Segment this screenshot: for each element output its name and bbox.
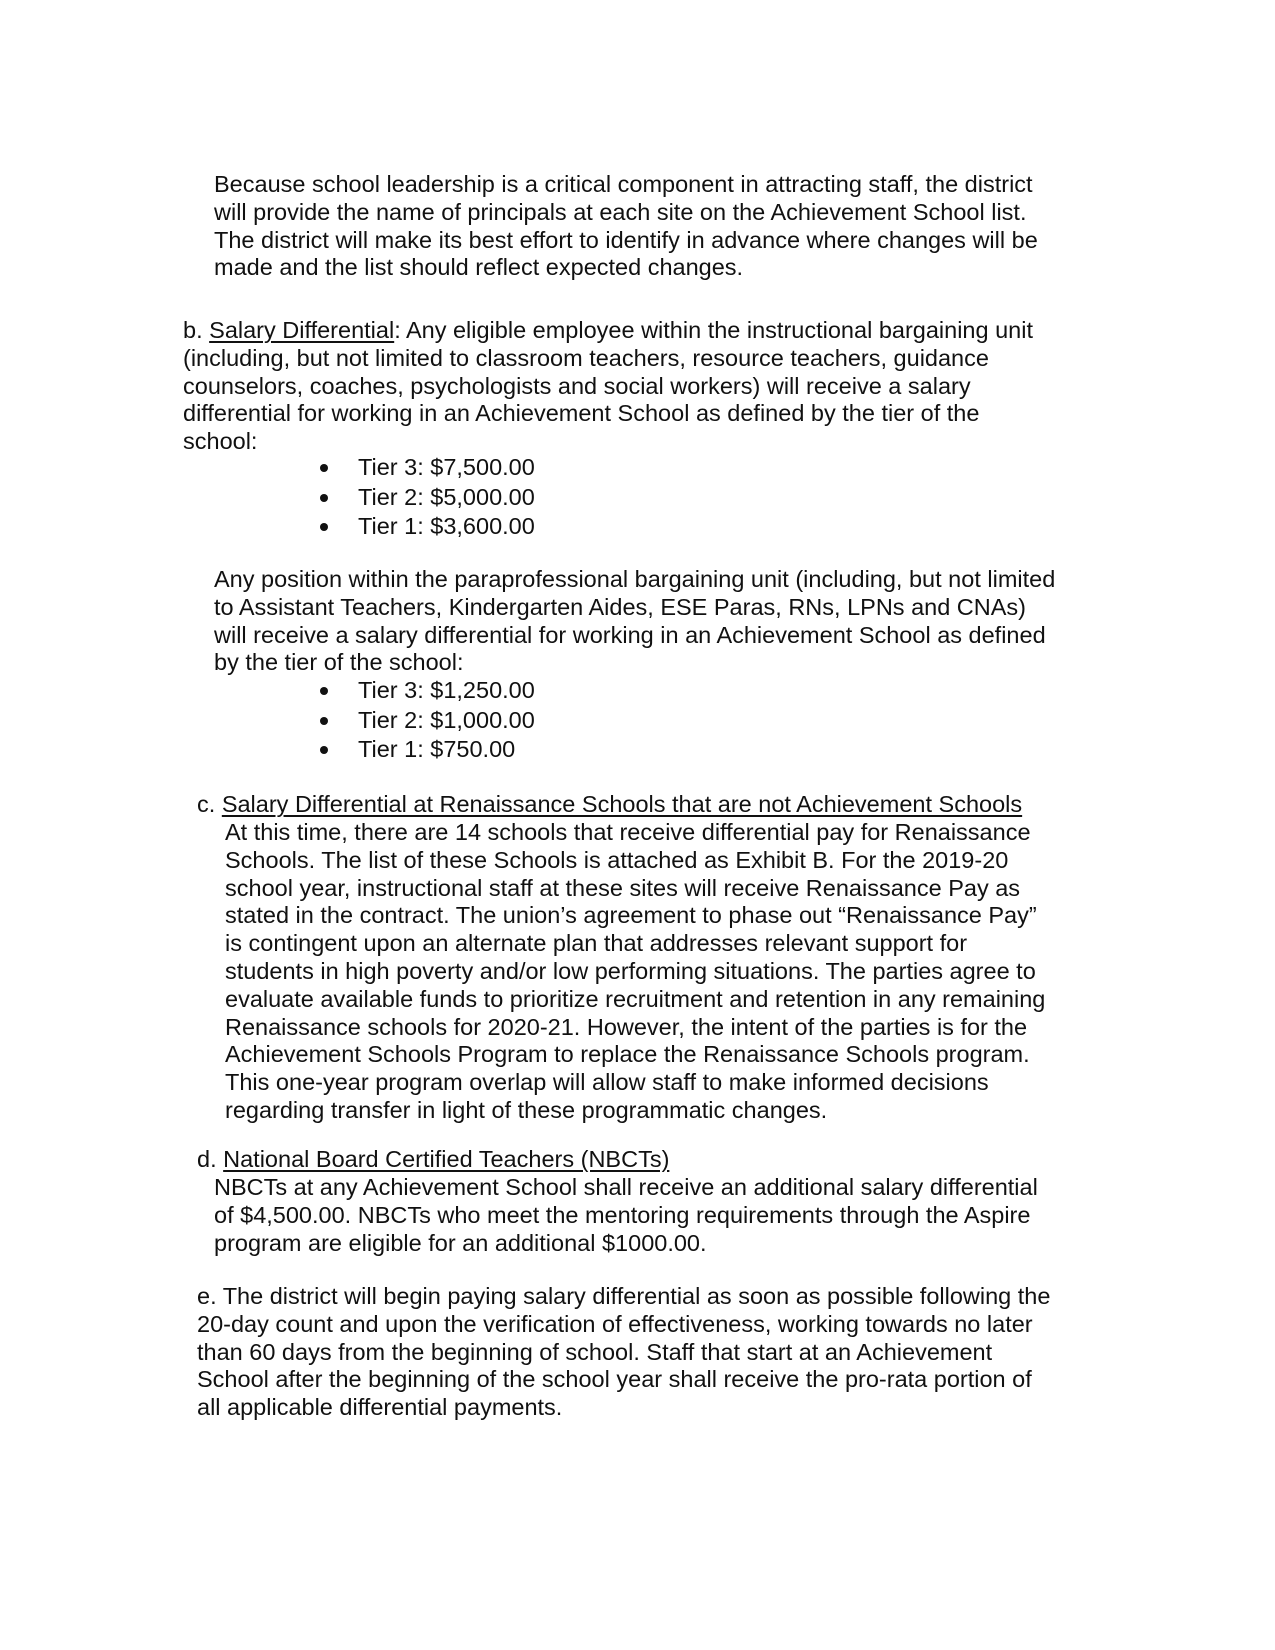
- intro-line: Because school leadership is a critical component in attracting staff, the district: [214, 171, 1033, 197]
- para-line: will receive a salary differential for working in an Achievement School as defined: [214, 621, 1046, 648]
- tier-item: Tier 3: $1,250.00: [320, 676, 535, 706]
- section-c-marker: c.: [197, 791, 222, 817]
- section-e-line: all applicable differential payments.: [197, 1394, 563, 1421]
- section-d-heading-wrap: [197, 1146, 669, 1174]
- tier-item: Tier 1: $750.00: [320, 735, 535, 765]
- section-c-heading: Salary Differential at Renaissance Schools that are not Achievement Schools: [221, 791, 1023, 817]
- section-b-line: school:: [183, 428, 258, 455]
- section-c-line: students in high poverty and/or low performing situations. The parties agree to: [225, 957, 1036, 984]
- section-d-line: of $4,500.00. NBCTs who meet the mentoring requirements through the Aspire: [214, 1201, 1031, 1228]
- para-line: to Assistant Teachers, Kindergarten Aides, ESE Paras, RNs, LPNs and CNAs): [214, 593, 1027, 620]
- intro-line: The district will make its best effort to identify in advance where changes will be: [214, 226, 1038, 253]
- section-e-paragraph: [197, 1283, 1050, 1422]
- paraprofessional-tier-list: [320, 676, 535, 765]
- section-c-line: evaluate available funds to prioritize recruitment and retention in any remaining: [225, 985, 1046, 1012]
- section-d-line: program are eligible for an additional $1000.00.: [214, 1229, 707, 1256]
- section-c-line: stated in the contract. The union’s agreement to phase out “Renaissance Pay”: [225, 902, 1037, 929]
- intro-line: will provide the name of principals at each site on the Achievement School list.: [214, 198, 1027, 225]
- intro-paragraph: [214, 171, 1038, 282]
- section-c-line: Renaissance schools for 2020-21. However, the intent of the parties is for the: [225, 1013, 1028, 1040]
- para-line: by the tier of the school:: [214, 649, 464, 676]
- tier-item: Tier 2: $1,000.00: [320, 706, 535, 736]
- section-c-heading-wrap: [197, 791, 1022, 819]
- section-d-line: NBCTs at any Achievement School shall receive an additional salary differential: [214, 1174, 1038, 1200]
- section-e-line: 20-day count and upon the verification of effectiveness, working towards no later: [197, 1310, 1033, 1337]
- section-c-paragraph: [225, 819, 1045, 1125]
- tier-item: Tier 2: $5,000.00: [320, 483, 535, 513]
- section-b-first-line: [183, 317, 1033, 345]
- section-d-paragraph: [214, 1174, 1038, 1257]
- section-e-line: e. The district will begin paying salary differential as soon as possible following the: [197, 1283, 1051, 1309]
- section-c-line: Achievement Schools Program to replace the Renaissance Schools program.: [225, 1041, 1030, 1068]
- tier-item: Tier 1: $3,600.00: [320, 512, 535, 542]
- section-c-heading-line: [197, 791, 1022, 819]
- section-d-heading: National Board Certified Teachers (NBCTs): [223, 1146, 670, 1172]
- section-c-line: school year, instructional staff at these sites will receive Renaissance Pay as: [225, 874, 1021, 901]
- section-b-marker: b.: [183, 317, 210, 343]
- intro-line: made and the list should reflect expected changes.: [214, 254, 744, 281]
- section-e-line: School after the beginning of the school year shall receive the pro-rata portion of: [197, 1366, 1032, 1393]
- section-c-line: is contingent upon an alternate plan that addresses relevant support for: [225, 930, 968, 957]
- paraprofessional-paragraph: [214, 566, 1055, 677]
- section-b-heading: Salary Differential: [209, 317, 395, 343]
- section-b-first-line-rest: : Any eligible employee within the instructional bargaining unit: [394, 317, 1033, 343]
- section-b-line: counselors, coaches, psychologists and social workers) will receive a salary: [183, 372, 971, 399]
- para-line: Any position within the paraprofessional bargaining unit (including, but not limited: [214, 566, 1056, 592]
- section-d-marker: d.: [197, 1146, 224, 1172]
- section-c-line: regarding transfer in light of these programmatic changes.: [225, 1096, 828, 1123]
- section-c-line: At this time, there are 14 schools that receive differential pay for Renaissance: [225, 819, 1031, 845]
- tier-item: Tier 3: $7,500.00: [320, 453, 535, 483]
- section-b-line: (including, but not limited to classroom teachers, resource teachers, guidance: [183, 344, 989, 371]
- section-b-line: differential for working in an Achievement School as defined by the tier of the: [183, 400, 980, 427]
- section-d-heading-line: [197, 1146, 669, 1174]
- section-c-line: Schools. The list of these Schools is attached as Exhibit B. For the 2019-20: [225, 846, 1009, 873]
- section-b-paragraph: [183, 317, 1033, 456]
- section-c-line: This one-year program overlap will allow staff to make informed decisions: [225, 1069, 989, 1096]
- section-e-line: than 60 days from the beginning of school. Staff that start at an Achievement: [197, 1338, 993, 1365]
- instructional-tier-list: [320, 453, 535, 542]
